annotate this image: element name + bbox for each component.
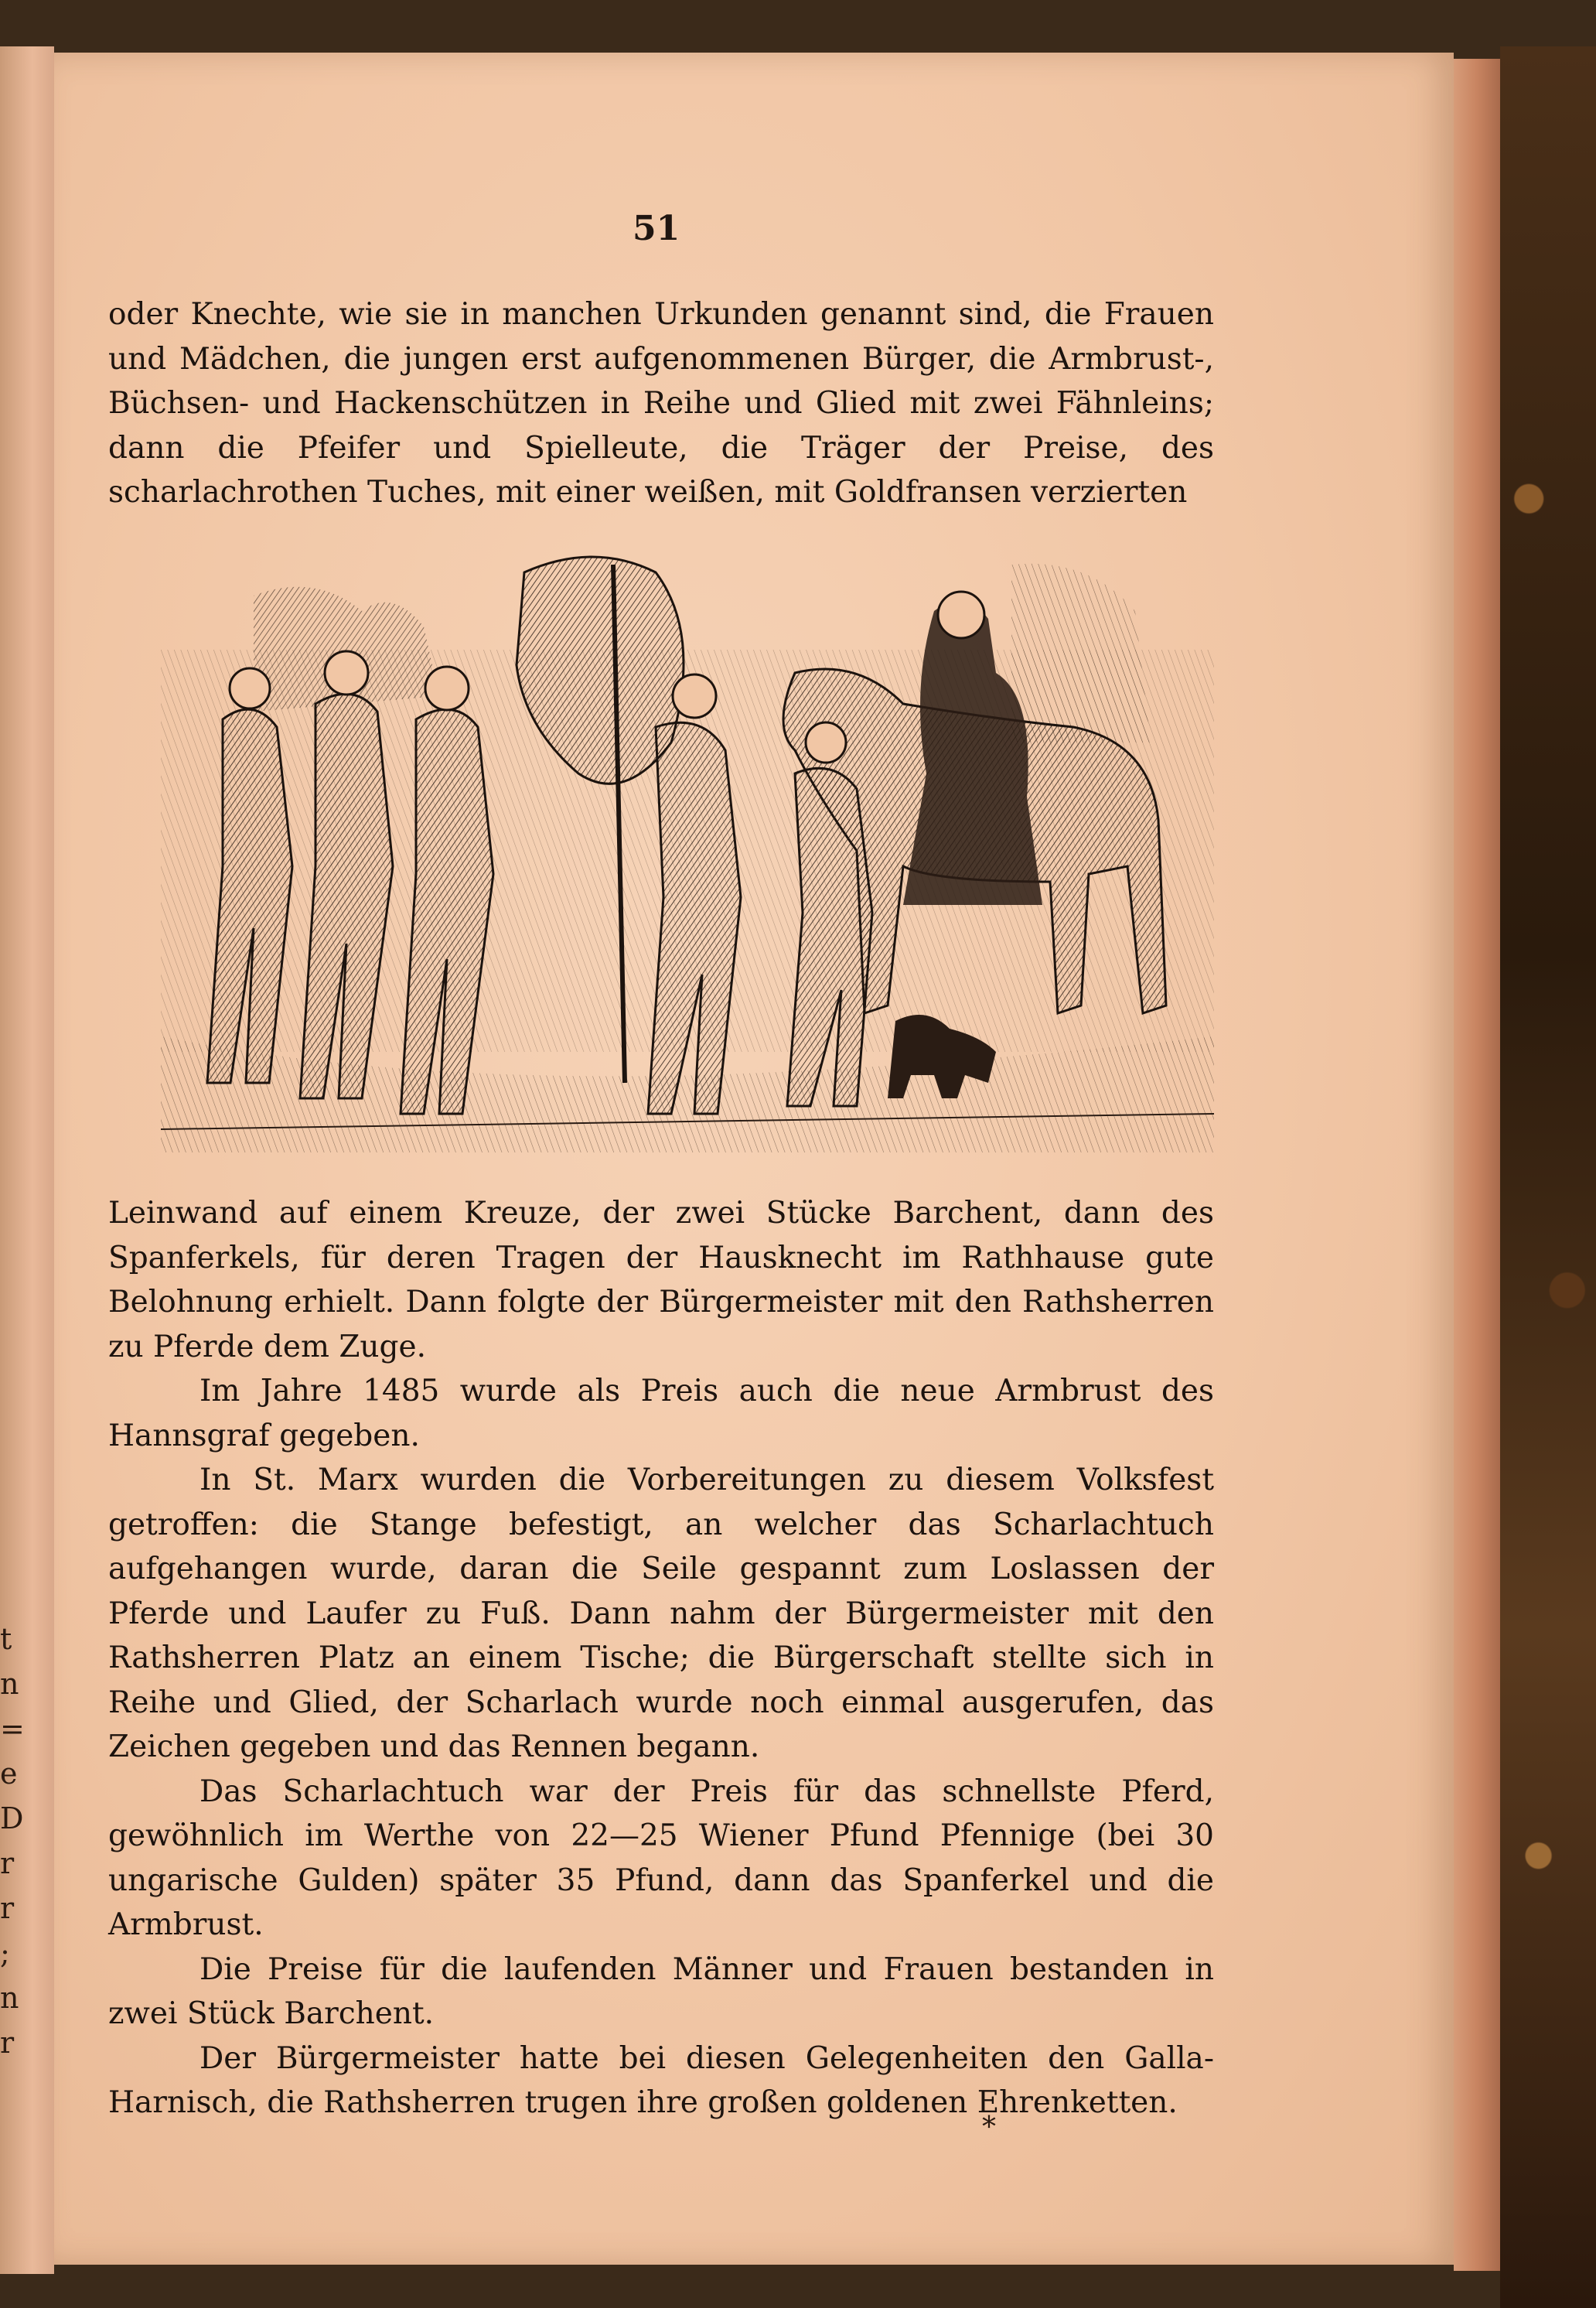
page-number: 51 — [633, 209, 680, 248]
paragraph: Das Scharlachtuch war der Preis für das schnellste Pferd, gewöhnlich im Werthe von 22—25 Wiener Pfund Pfennige (bei 30 ungarische Gulden) später 35 Pfund, dann das Spanferkel und die Armbrust. — [108, 1774, 1214, 1942]
edge-letter: n — [0, 1667, 19, 1701]
text-block-bottom — [108, 1191, 1214, 2125]
paragraph: oder Knechte, wie sie in manchen Urkunden genannt sind, die Frauen und Mädchen, die jungen erst aufgenommenen Bürger, die Armbrust-, Büchsen- und Hackenschützen in Reihe und Glied mit zwei Fähnleins; dann die Pfeifer und Spielleute, die Träger der Preise, des scharlachrothen Tuches, mit einer weißen, mit Goldfransen verzierten — [108, 297, 1214, 510]
text-block-top — [108, 292, 1214, 515]
engraving-drawing — [161, 541, 1214, 1152]
edge-letter: e — [0, 1757, 18, 1791]
edge-letter: r — [0, 1846, 15, 1880]
edge-letter: n — [0, 1981, 19, 2015]
edge-letter: r — [0, 1891, 15, 1925]
page-stack-edge — [1454, 59, 1500, 2271]
book-cover — [1500, 46, 1596, 2308]
footer-asterisk: * — [982, 2112, 996, 2143]
paragraph: Leinwand auf einem Kreuze, der zwei Stücke Barchent, dann des Spanferkels, für deren Tragen der Hausknecht im Rathhause gute Belohnung erhielt. Dann folgte der Bürgermeister mit den Rathsherren zu Pferde dem Zuge. — [108, 1196, 1214, 1364]
procession-illustration — [161, 541, 1214, 1152]
edge-letter: t — [0, 1622, 12, 1656]
paragraph: Im Jahre 1485 wurde als Preis auch die neue Armbrust des Hannsgraf gegeben. — [108, 1374, 1214, 1453]
paragraph: In St. Marx wurden die Vorbereitungen zu diesem Volksfest getroffen: die Stange befestigt, an welcher das Scharlachtuch aufgehangen wurde, daran die Seile gespannt zum Loslassen der Pferde und Laufer zu Fuß. Dann nahm der Bürgermeister mit den Rathsherren Platz an einem Tische; die Bürgerschaft stellte sich in Reihe und Glied, der Scharlach wurde noch einmal ausgerufen, das Zeichen gegeben und das Rennen begann. — [108, 1463, 1214, 1764]
edge-letter: = — [0, 1712, 25, 1746]
paragraph: Die Preise für die laufenden Männer und Frauen bestanden in zwei Stück Barchent. — [108, 1951, 1214, 2031]
edge-letter: D — [0, 1801, 24, 1835]
edge-letter: r — [0, 2026, 15, 2060]
paragraph: Der Bürgermeister hatte bei diesen Gelegenheiten den Galla-Harnisch, die Rathsherren trugen ihre großen goldenen Ehrenketten. — [108, 2040, 1214, 2120]
edge-letter: ; — [0, 1936, 10, 1970]
previous-page-letters — [0, 1617, 25, 2065]
